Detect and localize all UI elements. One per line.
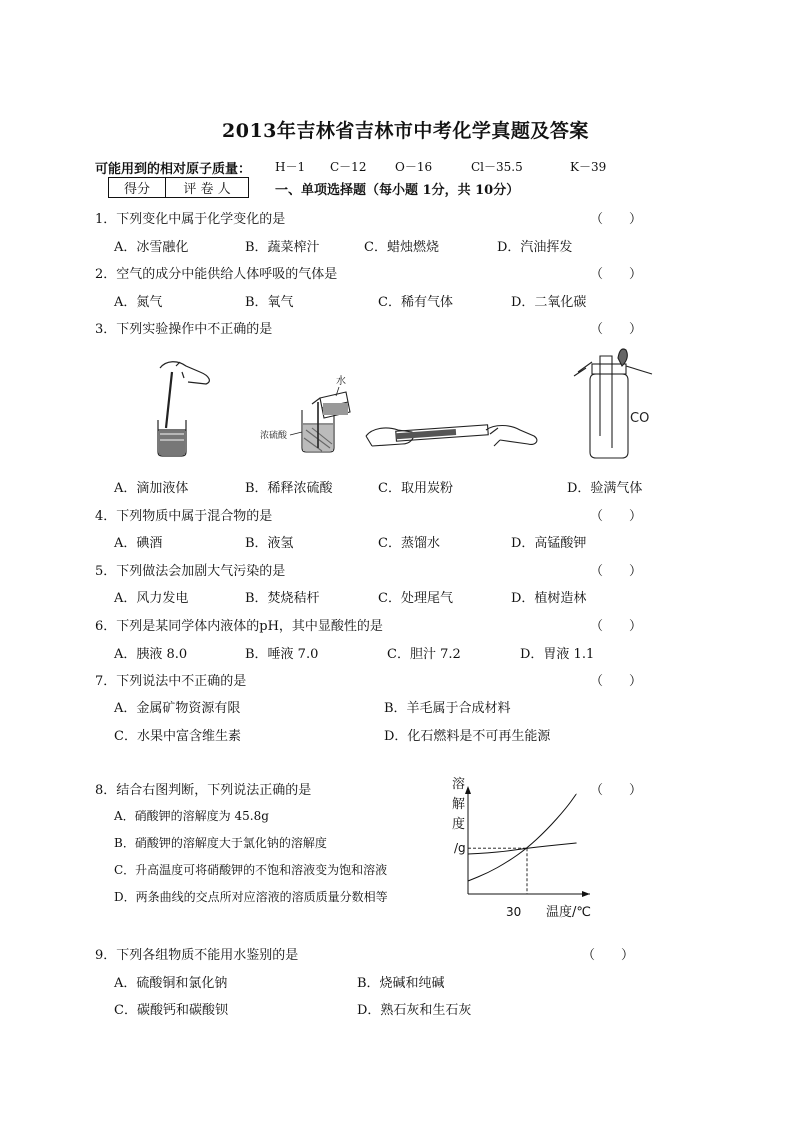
- x-axis-arrow: [582, 891, 590, 897]
- option-c: C．胆汁 7.2: [387, 647, 461, 662]
- option-a: A．硫酸铜和氯化钠: [114, 976, 228, 991]
- option-a: A．金属矿物资源有限: [114, 701, 241, 716]
- answer-paren: （ ）: [590, 212, 643, 227]
- option-d: D．验满气体: [567, 481, 643, 496]
- option-b: B．羊毛属于合成材料: [384, 701, 511, 716]
- question-stem: 7．下列说法中不正确的是: [95, 674, 247, 689]
- solubility-chart: [440, 770, 610, 925]
- score-cell: 得分: [109, 178, 166, 198]
- answer-paren: （ ）: [590, 619, 643, 634]
- powder-figure: [366, 425, 537, 446]
- option-c: C．碳酸钙和碳酸钡: [114, 1003, 228, 1018]
- question-stem: 5．下列做法会加剧大气污染的是: [95, 564, 286, 579]
- option-a: A．滴加液体: [114, 481, 189, 496]
- question-stem: 8．结合右图判断，下列说法正确的是: [95, 783, 312, 798]
- water-label: 水: [336, 376, 346, 387]
- option-b: B．烧碱和纯碱: [357, 976, 445, 991]
- solubility-curve: [468, 794, 576, 881]
- dropper-figure: [158, 362, 209, 456]
- answer-paren: （ ）: [590, 564, 643, 579]
- question-stem: 9．下列各组物质不能用水鉴别的是: [95, 948, 299, 963]
- option-d: D．胃液 1.1: [520, 647, 595, 662]
- option-b: B．液氢: [245, 536, 294, 551]
- option-b: B．唾液 7.0: [245, 647, 319, 662]
- option-b: B．焚烧秸杆: [245, 591, 320, 606]
- answer-paren: （ ）: [590, 783, 643, 798]
- question-stem: 6．下列是某同学体内液体的pH，其中显酸性的是: [95, 619, 383, 634]
- option-a: A．冰雪融化: [114, 240, 189, 255]
- question-stem: 3．下列实验操作中不正确的是: [95, 322, 273, 337]
- option-d: D．化石燃料是不可再生能源: [384, 729, 551, 744]
- atomic-mass-c: C－12: [330, 160, 367, 174]
- option-c: C．取用炭粉: [378, 481, 453, 496]
- y-label-char: 解: [452, 797, 466, 812]
- atomic-mass-k: K－39: [570, 160, 607, 174]
- acid-label: 浓硫酸: [260, 431, 288, 441]
- option-b: B．蔬菜榨汁: [245, 240, 320, 255]
- option-d: D．二氧化碳: [511, 295, 587, 310]
- question-stem: 2．空气的成分中能供给人体呼吸的气体是: [95, 267, 338, 282]
- gas-bottle-figure: [574, 349, 652, 458]
- option-a: A．胰液 8.0: [114, 647, 188, 662]
- gas-label: CO: [630, 411, 650, 426]
- y-label-char: /g: [454, 841, 466, 855]
- option-d: D．植树造林: [511, 591, 587, 606]
- curves-group: [468, 794, 576, 894]
- lab-figures: [0, 0, 794, 480]
- atomic-mass-label: 可能用到的相对原子质量：: [95, 162, 252, 177]
- option-a: A．氮气: [114, 295, 163, 310]
- atomic-mass-o: O－16: [395, 160, 433, 174]
- atomic-mass-cl: Cl－35.5: [471, 160, 523, 174]
- answer-paren: （ ）: [582, 948, 635, 963]
- option-c: C．蒸馏水: [378, 536, 440, 551]
- option-c: C．水果中富含维生素: [114, 729, 241, 744]
- x-axis-label: 温度/℃: [546, 905, 591, 920]
- option-c: C．蜡烛燃烧: [364, 240, 439, 255]
- option-a: A．碘酒: [114, 536, 163, 551]
- answer-paren: （ ）: [590, 267, 643, 282]
- dilute-acid-figure: [302, 392, 350, 452]
- grader-cell: 评 卷 人: [166, 178, 249, 198]
- option-c: C．升高温度可将硝酸钾的不饱和溶液变为饱和溶液: [114, 863, 388, 877]
- section-heading: 一、单项选择题（每小题 1分，共 10分）: [275, 183, 520, 198]
- question-stem: 4．下列物质中属于混合物的是: [95, 509, 273, 524]
- option-d: D．两条曲线的交点所对应溶液的溶质质量分数相等: [114, 890, 388, 904]
- y-axis-arrow: [465, 786, 471, 794]
- answer-paren: （ ）: [590, 509, 643, 524]
- option-d: D．高锰酸钾: [511, 536, 587, 551]
- question-stem: 1．下列变化中属于化学变化的是: [95, 212, 286, 227]
- option-c: C．处理尾气: [378, 591, 453, 606]
- x-mark-label: 30: [506, 905, 522, 919]
- y-label-char: 度: [452, 817, 466, 832]
- answer-paren: （ ）: [590, 674, 643, 689]
- option-b: B．氧气: [245, 295, 294, 310]
- option-b: B．稀释浓硫酸: [245, 481, 333, 496]
- page-title: 2013年吉林省吉林市中考化学真题及答案: [222, 120, 589, 142]
- option-c: C．稀有气体: [378, 295, 453, 310]
- option-a: A．硝酸钾的溶解度为 45.8g: [114, 809, 269, 823]
- option-d: D．汽油挥发: [497, 240, 573, 255]
- option-a: A．风力发电: [114, 591, 189, 606]
- option-b: B．硝酸钾的溶解度大于氯化钠的溶解度: [114, 836, 327, 850]
- y-label-char: 溶: [452, 777, 466, 792]
- atomic-mass-h: H－1: [275, 160, 306, 174]
- answer-paren: （ ）: [590, 322, 643, 337]
- option-d: D．熟石灰和生石灰: [357, 1003, 472, 1018]
